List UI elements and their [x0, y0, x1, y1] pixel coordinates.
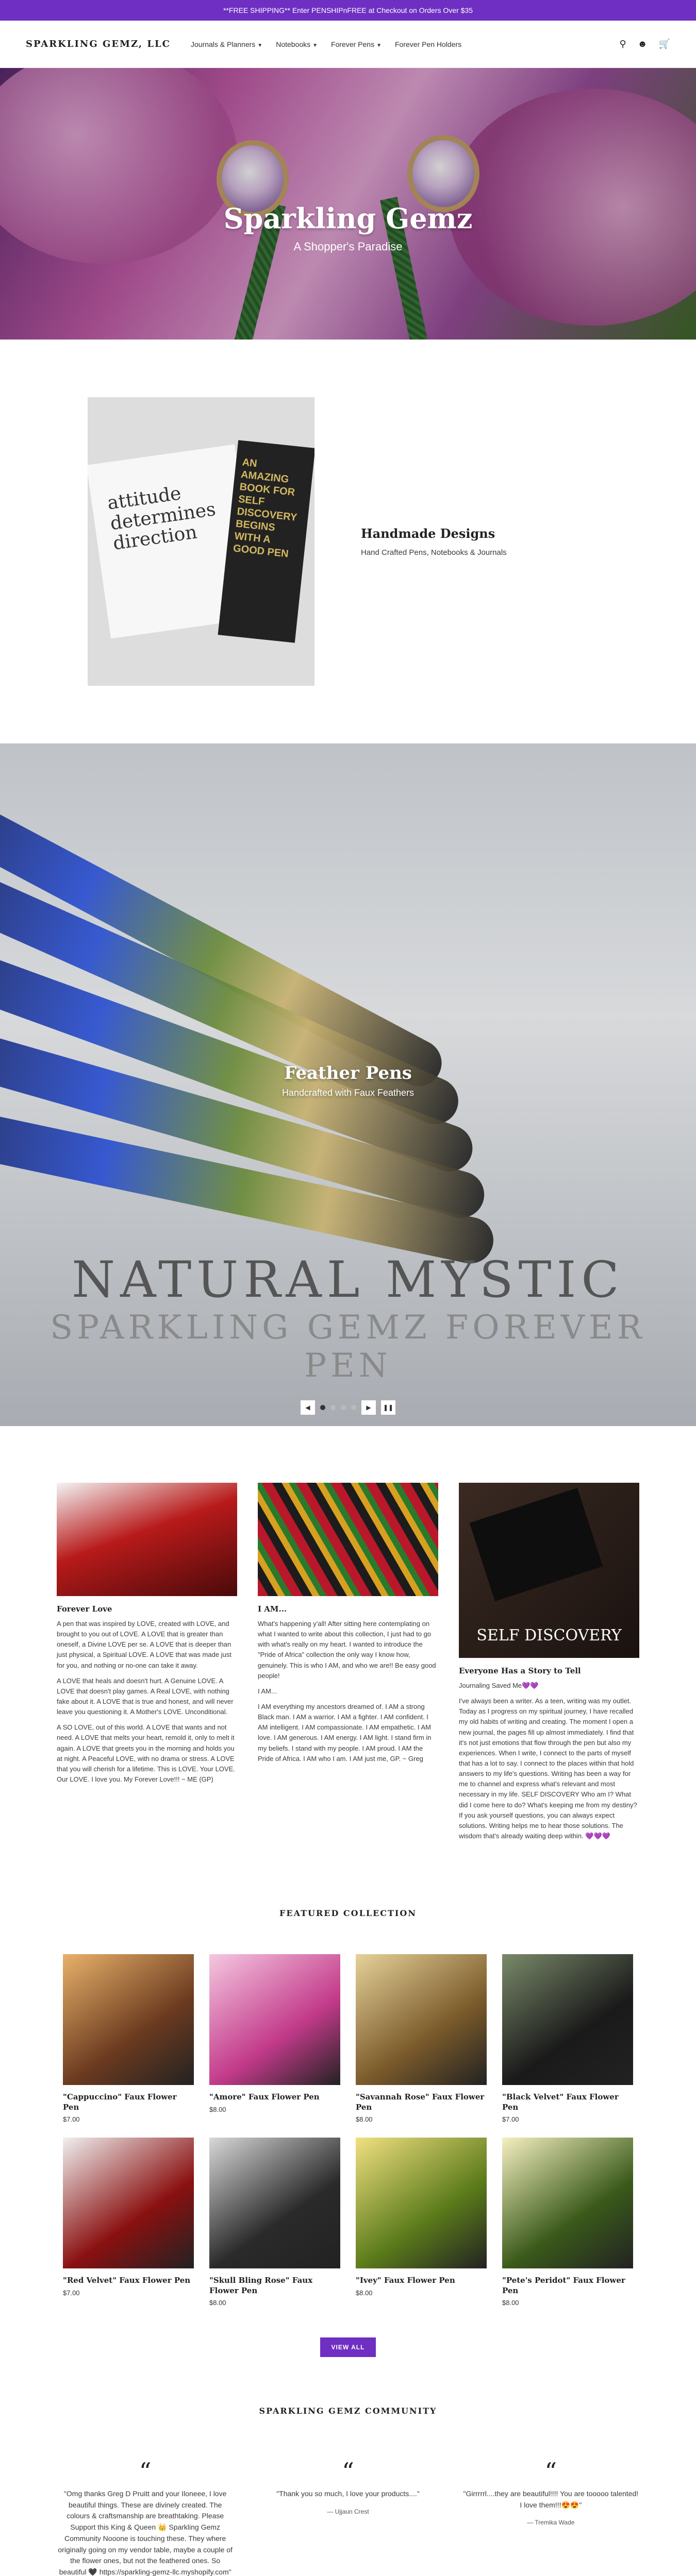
product-card[interactable]	[356, 1954, 487, 2123]
testimonial	[462, 2460, 639, 2576]
main-nav	[191, 40, 619, 48]
nav-label: Notebooks	[276, 40, 311, 48]
nav-item-notebooks[interactable]	[276, 40, 318, 48]
product-image[interactable]	[356, 1954, 487, 2085]
nav-item-journals[interactable]	[191, 40, 262, 48]
nav-label: Journals & Planners	[191, 40, 256, 48]
product-price: $7.00	[63, 2289, 80, 2297]
slide-controls	[0, 1400, 696, 1415]
announcement-text: **FREE SHIPPING** Enter PENSHIPnFREE at Checkout on Orders Over $35	[223, 6, 473, 14]
testimonial	[57, 2460, 234, 2576]
slideshow	[0, 743, 696, 1426]
chevron-down-icon: ▼	[257, 42, 263, 48]
product-image[interactable]	[63, 2138, 194, 2268]
product-image[interactable]	[502, 1954, 633, 2085]
slide-dot[interactable]	[351, 1405, 356, 1410]
slide-title: Feather Pens	[284, 1063, 412, 1083]
testimonial-author: — Ujjaun Crest	[327, 2507, 369, 2515]
header-icons	[619, 39, 670, 49]
next-arrow-icon[interactable]: ▶	[361, 1400, 376, 1415]
book-title: AN AMAZING BOOK FOR SELF DISCOVERY BEGINS WITH A GOOD PEN	[233, 456, 297, 560]
product-price: $7.00	[63, 2115, 80, 2124]
blog-para: I AM everything my ancestors dreamed of. I AM a strong Black man. I AM a warrior. I AM a fighter. I AM confident. I AM intelligent. I AM compassionate. I AM empathetic. I AM love. I AM generous. I AM energy. I AM light. I stand firm in my beliefs. I stand with my people. I AM proud. I AM the Pride of Africa. I AM who I am. I AM just me, GP. ~ Greg	[258, 1702, 432, 1762]
quote-icon: “	[342, 2458, 354, 2486]
pause-icon[interactable]: ❚❚	[381, 1400, 395, 1415]
blog-para: A LOVE that heals and doesn't hurt. A Genuine LOVE. A LOVE that doesn't play games. A Real LOVE, with nothing fake about it. A LOVE that is true and honest, and will never leave you questioning it. A Mother's LOVE. Unconditional.	[57, 1676, 234, 1716]
testimonials	[0, 2460, 696, 2576]
prev-arrow-icon[interactable]: ◀	[301, 1400, 315, 1415]
product-image[interactable]	[356, 2138, 487, 2268]
testimonial-text: "Thank you so much, I love your products...."	[276, 2489, 420, 2498]
site-logo[interactable]: SPARKLING GEMZ, LLC	[26, 39, 171, 49]
slide-dot[interactable]	[330, 1405, 336, 1410]
testimonial-text: "Girrrrrl....they are beautiful!!!! You are tooooo talented! I love them!!!😍😍"	[463, 2489, 639, 2509]
slide-dots	[320, 1405, 356, 1410]
chevron-down-icon: ▼	[376, 42, 382, 48]
testimonial-text: "Omg thanks Greg D Pruitt and your Iloneee, I love beautiful things. These are divinely created. The colours & craftsmanship are breathtaking. Please Support this King & Queen 👑 Sparkling Gemz Community Nooone is touching these. They where originally going on my vendor table, maybe a couple of the flower ones, but not the feathered ones. So beautiful 🖤 https://sparkling-gemz-llc.myshopify.com"	[58, 2489, 233, 2576]
slide-dot[interactable]	[320, 1405, 325, 1410]
blog-title: I AM...	[258, 1604, 287, 1614]
product-card[interactable]	[356, 2138, 487, 2307]
blog-para: A pen that was inspired by LOVE, created with LOVE, and brought to you out of LOVE. A LOVE that is greater than oneself, a Divine LOVE per se. A LOVE that is deeper than just physical, a Spiritual LOVE. A LOVE that was made just for you, and nothing or no-one can take it away.	[57, 1620, 231, 1669]
site-header	[0, 21, 696, 68]
feature-title: Handmade Designs	[361, 526, 495, 541]
featured-collection	[0, 1888, 696, 2357]
banner-line2: SPARKLING GEMZ FOREVER PEN	[50, 1309, 646, 1385]
feature-section	[0, 340, 696, 743]
slide-dot[interactable]	[341, 1405, 346, 1410]
product-title[interactable]: "Red Velvet" Faux Flower Pen	[63, 2276, 191, 2285]
product-price: $8.00	[356, 2115, 373, 2124]
feature-copy	[361, 526, 507, 557]
section-title: FEATURED COLLECTION	[279, 1908, 417, 1919]
banner-line1: NATURAL MYSTIC	[72, 1251, 624, 1309]
product-price: $8.00	[209, 2105, 226, 2113]
search-icon[interactable]: ⚲	[619, 39, 626, 49]
slide-subtitle: Handcrafted with Faux Feathers	[281, 1088, 415, 1098]
chevron-down-icon: ▼	[312, 42, 318, 48]
section-title: SPARKLING GEMZ COMMUNITY	[259, 2406, 437, 2416]
product-title[interactable]: "Amore" Faux Flower Pen	[209, 2092, 320, 2102]
journal-image	[470, 1488, 603, 1601]
account-icon[interactable]: ☻	[637, 39, 648, 49]
view-all-button[interactable]: VIEW ALL	[320, 2337, 376, 2357]
blog-title: Everyone Has a Story to Tell	[459, 1666, 581, 1675]
product-title[interactable]: "Black Velvet" Faux Flower Pen	[502, 2092, 619, 2112]
hero-banner	[0, 68, 696, 340]
feature-text: Hand Crafted Pens, Notebooks & Journals	[361, 548, 507, 557]
feature-image	[88, 397, 314, 686]
blog-thumb	[459, 1483, 639, 1658]
nav-label: Forever Pen Holders	[395, 40, 462, 48]
product-price: $8.00	[356, 2289, 373, 2297]
blog-para: What's happening y'all! After sitting here contemplating on what I wanted to write about this collection, I just had to go with what's really on my heart. I wanted to introduce the "Pride of Africa" collection the only way I know how, genuinely. This is who I AM, and who we are!! Be easy good people!	[258, 1620, 436, 1680]
blog-para: I've always been a writer. As a teen, writing was my outlet. Today as I progress on my spiritual journey, I have recalled my old habits of writing and creating. The moment I open a new journal, the pages fill up almost immediately. I find that it's not just emotions that flow through the pen but also my experiences. When I write, I connect to the parts of myself that has a lot to say. I connect to the places within that hold answers to my life's questions. Writing has been a way for me to channel and express what's relevant and most necessary in my life. SELF DISCOVERY Who am I? What did I come here to do? What's keeping me from my destiny? If you ask yourself questions, you can always expect solutions. Writing helps me to hear those solutions. The wisdom that's already waiting deep within. 💜💜💜	[459, 1697, 637, 1840]
product-card[interactable]	[63, 2138, 194, 2307]
quote-icon: “	[544, 2458, 557, 2486]
product-card[interactable]	[502, 1954, 633, 2123]
slide-text	[0, 1063, 696, 1098]
blog-para: I AM...	[258, 1687, 277, 1695]
blog-card[interactable]	[57, 1483, 237, 1846]
blog-thumb	[57, 1483, 237, 1596]
product-price: $8.00	[209, 2299, 226, 2307]
product-image[interactable]	[209, 1954, 340, 2085]
product-title[interactable]: "Skull Bling Rose" Faux Flower Pen	[209, 2276, 313, 2295]
blog-card[interactable]	[258, 1483, 438, 1846]
product-price: $8.00	[502, 2299, 519, 2307]
blog-card[interactable]	[459, 1483, 639, 1846]
product-title[interactable]: "Pete's Peridot" Faux Flower Pen	[502, 2276, 625, 2295]
product-card[interactable]	[63, 1954, 194, 2123]
blog-thumb	[258, 1483, 438, 1596]
thumb-caption: SELF DISCOVERY	[476, 1626, 622, 1645]
product-card[interactable]	[209, 2138, 340, 2307]
hero-text	[0, 202, 696, 253]
testimonial-author: — Tremika Wade	[527, 2519, 575, 2527]
quote-icon: “	[139, 2458, 152, 2486]
product-title[interactable]: "Savannah Rose" Faux Flower Pen	[356, 2092, 485, 2112]
product-title[interactable]: "Ivey" Faux Flower Pen	[356, 2276, 455, 2285]
blog-highlights	[0, 1426, 696, 1888]
community-section	[0, 2357, 696, 2576]
product-image[interactable]	[502, 2138, 633, 2268]
hero-title: Sparkling Gemz	[223, 202, 473, 235]
testimonial	[259, 2460, 436, 2576]
product-image[interactable]	[209, 2138, 340, 2268]
product-price: $7.00	[502, 2115, 519, 2124]
product-title[interactable]: "Cappuccino" Faux Flower Pen	[63, 2092, 177, 2112]
announcement-bar[interactable]	[0, 0, 696, 21]
blog-para: A SO LOVE, out of this world. A LOVE that wants and not need. A LOVE that melts your heart, remold it, only to melt it again. A LOVE that greets you in the morning and holds you at night. A Peaceful LOVE, with no drama or stress. A LOVE that you will cherish for a lifetime. This is LOVE. Your LOVE. Our LOVE. I love you. My Forever Love!!! ~ ME (GP)	[57, 1723, 235, 1783]
product-card[interactable]	[502, 2138, 633, 2307]
cart-icon[interactable]: 🛒	[658, 39, 670, 49]
hero-subtitle: A Shopper's Paradise	[293, 240, 403, 253]
feature-paper: attitude determines direction	[88, 444, 259, 638]
slide-banner	[0, 1251, 696, 1385]
product-card[interactable]	[209, 1954, 340, 2123]
product-grid	[0, 1954, 696, 2307]
product-image[interactable]	[63, 1954, 194, 2085]
nav-item-pen-holders[interactable]	[395, 40, 461, 48]
nav-label: Forever Pens	[331, 40, 375, 48]
nav-item-forever-pens[interactable]	[331, 40, 382, 48]
blog-para: Journaling Saved Me💜💜	[459, 1682, 539, 1689]
blog-title: Forever Love	[57, 1604, 112, 1614]
